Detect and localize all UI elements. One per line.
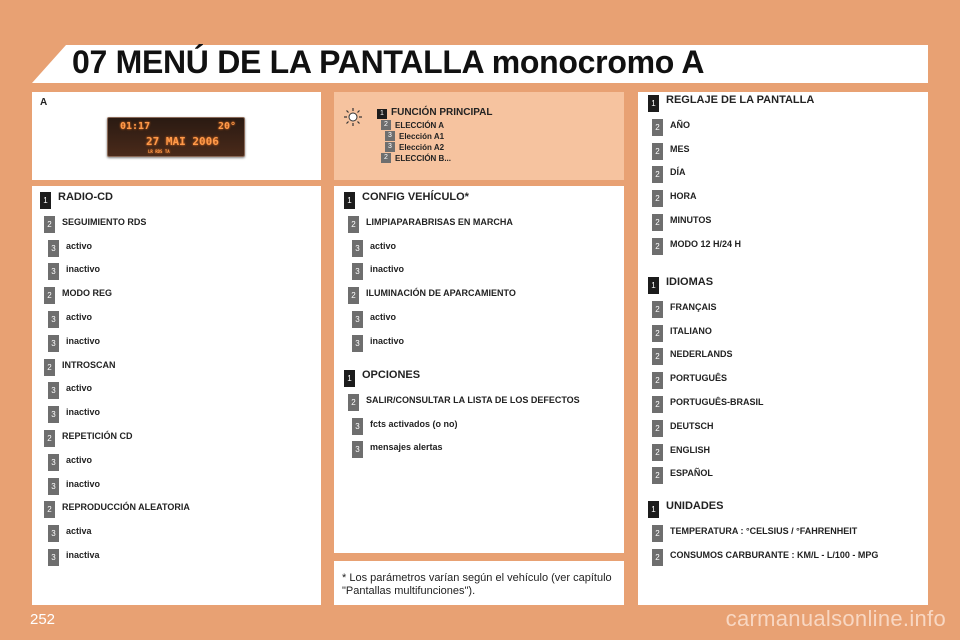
level-2-badge: 2 — [44, 216, 55, 233]
lcd-time: 01:17 — [120, 121, 151, 132]
level-3-badge: 3 — [48, 454, 59, 471]
level-2-badge: 2 — [652, 166, 663, 183]
level-3-badge: 3 — [352, 263, 363, 280]
level-2-badge: 2 — [348, 216, 359, 233]
menu-item-level-3: inactiva — [66, 550, 100, 560]
level-3-badge: 3 — [352, 418, 363, 435]
menu-item-level-1: IDIOMAS — [666, 276, 714, 288]
menu-item-level-3: inactivo — [66, 478, 101, 489]
level-2-badge: 2 — [652, 119, 663, 136]
menu-item-level-2: DÍA — [670, 167, 686, 178]
menu-item-level-3: fcts activados (o no) — [370, 418, 458, 429]
menu-item-level-2: PORTUGUÊS — [670, 373, 728, 384]
level-3-badge: 3 — [352, 441, 363, 458]
menu-item-level-2: TEMPERATURA : °CELSIUS / °FAHRENHEIT — [670, 525, 858, 536]
level-2-badge: 2 — [652, 301, 663, 318]
menu-item-level-2: ESPAÑOL — [670, 468, 713, 479]
level-3-badge: 3 — [48, 311, 59, 328]
level-1-badge: 1 — [648, 277, 659, 294]
level-2-badge: 2 — [652, 372, 663, 389]
menu-item-level-2: SEGUIMIENTO RDS — [62, 216, 147, 227]
level-2-badge: 2 — [652, 325, 663, 342]
footnote: * Los parámetros varían según el vehículo (ver capítulo "Pantallas multifunciones"). — [342, 572, 612, 597]
menu-item-level-3: activo — [370, 312, 397, 322]
level-1-badge: 1 — [40, 192, 51, 209]
level-1-badge: 1 — [344, 370, 355, 387]
level-2-badge: 2 — [652, 143, 663, 160]
level-3-badge: 3 — [385, 131, 395, 141]
level-2-badge: 2 — [652, 420, 663, 437]
menu-item-level-3: inactivo — [66, 264, 101, 275]
display-label: A — [40, 97, 48, 108]
menu-item-level-3: activa — [66, 526, 92, 537]
level-3-badge: 3 — [352, 240, 363, 257]
menu-item-level-2: MINUTOS — [670, 215, 712, 225]
page-title: 07 MENÚ DE LA PANTALLA monocromo A — [72, 44, 705, 80]
menu-item-level-3: activo — [370, 240, 397, 251]
menu-item-level-3: inactivo — [66, 407, 101, 418]
menu-item-level-2: NEDERLANDS — [670, 349, 733, 360]
level-2-badge: 2 — [652, 214, 663, 231]
level-2-badge: 2 — [381, 120, 391, 130]
menu-item-level-3: inactivo — [66, 335, 101, 346]
page-number: 252 — [30, 611, 56, 628]
menu-item-level-2: PORTUGUÊS-BRASIL — [670, 397, 764, 407]
menu-item-level-2: FRANÇAIS — [670, 301, 717, 312]
level-2-badge: 2 — [348, 287, 359, 304]
main-function-panel — [334, 92, 624, 180]
level-3-badge: 3 — [48, 335, 59, 352]
menu-item-level-3: activo — [66, 454, 93, 465]
menu-item-level-3: Elección A2 — [399, 143, 445, 152]
level-2-badge: 2 — [652, 444, 663, 461]
level-2-badge: 2 — [652, 467, 663, 484]
level-3-badge: 3 — [48, 240, 59, 257]
level-3-badge: 3 — [352, 311, 363, 328]
level-2-badge: 2 — [652, 549, 663, 566]
menu-item-level-2: MODO REG — [62, 288, 113, 299]
menu-item-level-2: REPRODUCCIÓN ALEATORIA — [62, 502, 190, 513]
level-2-badge: 2 — [652, 238, 663, 255]
lcd-display — [107, 117, 245, 157]
menu-item-level-1: UNIDADES — [666, 500, 724, 512]
brightness-icon — [343, 107, 363, 127]
menu-item-level-2: HORA — [670, 191, 697, 202]
level-2-badge: 2 — [44, 359, 55, 376]
menu-item-level-2: ENGLISH — [670, 444, 711, 455]
level-3-badge: 3 — [385, 142, 395, 152]
level-3-badge: 3 — [352, 335, 363, 352]
menu-item-level-2: SALIR/CONSULTAR LA LISTA DE LOS DEFECTOS — [366, 394, 580, 405]
level-3-badge: 3 — [48, 263, 59, 280]
menu-item-level-2: MES — [670, 143, 690, 154]
menu-item-level-2: LIMPIAPARABRISAS EN MARCHA — [366, 216, 513, 227]
level-2-badge: 2 — [652, 525, 663, 542]
level-3-badge: 3 — [48, 525, 59, 542]
menu-item-level-3: activo — [66, 383, 93, 394]
menu-item-level-1: CONFIG VEHÍCULO* — [362, 191, 469, 203]
menu-item-level-2: DEUTSCH — [670, 420, 714, 431]
lcd-date: 27 MAI 2006 — [146, 135, 219, 148]
level-2-badge: 2 — [381, 153, 391, 163]
watermark: carmanualsonline.info — [725, 606, 946, 631]
menu-item-level-3: inactivo — [370, 335, 405, 346]
menu-item-level-2: ITALIANO — [670, 325, 712, 336]
level-2-badge: 2 — [44, 501, 55, 518]
menu-item-level-2: ILUMINACIÓN DE APARCAMIENTO — [366, 288, 516, 299]
menu-item-level-1: REGLAJE DE LA PANTALLA — [666, 94, 815, 106]
menu-item-level-2: AÑO — [670, 119, 690, 130]
level-1-badge: 1 — [377, 109, 387, 119]
level-3-badge: 3 — [48, 406, 59, 423]
menu-item-level-2: REPETICIÓN CD — [62, 431, 133, 441]
menu-item-level-1: RADIO-CD — [58, 191, 113, 203]
lcd-temperature: 20° — [217, 121, 236, 132]
level-2-badge: 2 — [44, 430, 55, 447]
level-3-badge: 3 — [48, 549, 59, 566]
menu-item-level-2: ELECCIÓN B... — [395, 154, 452, 163]
menu-item-level-3: activo — [66, 312, 93, 322]
level-2-badge: 2 — [44, 287, 55, 304]
menu-item-level-2: CONSUMOS CARBURANTE : KM/L - L/100 - MPG — [670, 549, 879, 560]
level-1-badge: 1 — [344, 192, 355, 209]
menu-item-level-2: INTROSCAN — [62, 359, 116, 370]
menu-item-level-2: ELECCIÓN A — [395, 121, 445, 130]
level-2-badge: 2 — [652, 396, 663, 413]
menu-item-level-3: Elección A1 — [399, 132, 445, 141]
menu-item-level-3: inactivo — [370, 264, 405, 275]
level-3-badge: 3 — [48, 382, 59, 399]
level-3-badge: 3 — [48, 478, 59, 495]
menu-item-level-1: FUNCIÓN PRINCIPAL — [391, 107, 493, 118]
menu-item-level-3: mensajes alertas — [370, 442, 443, 453]
level-2-badge: 2 — [348, 394, 359, 411]
menu-item-level-1: OPCIONES — [362, 369, 421, 381]
level-2-badge: 2 — [652, 190, 663, 207]
menu-item-level-2: MODO 12 H/24 H — [670, 238, 742, 249]
level-1-badge: 1 — [648, 95, 659, 112]
menu-item-level-3: activo — [66, 240, 93, 251]
level-2-badge: 2 — [652, 348, 663, 365]
level-1-badge: 1 — [648, 501, 659, 518]
lcd-status-line: LR RDS TA — [148, 149, 170, 154]
